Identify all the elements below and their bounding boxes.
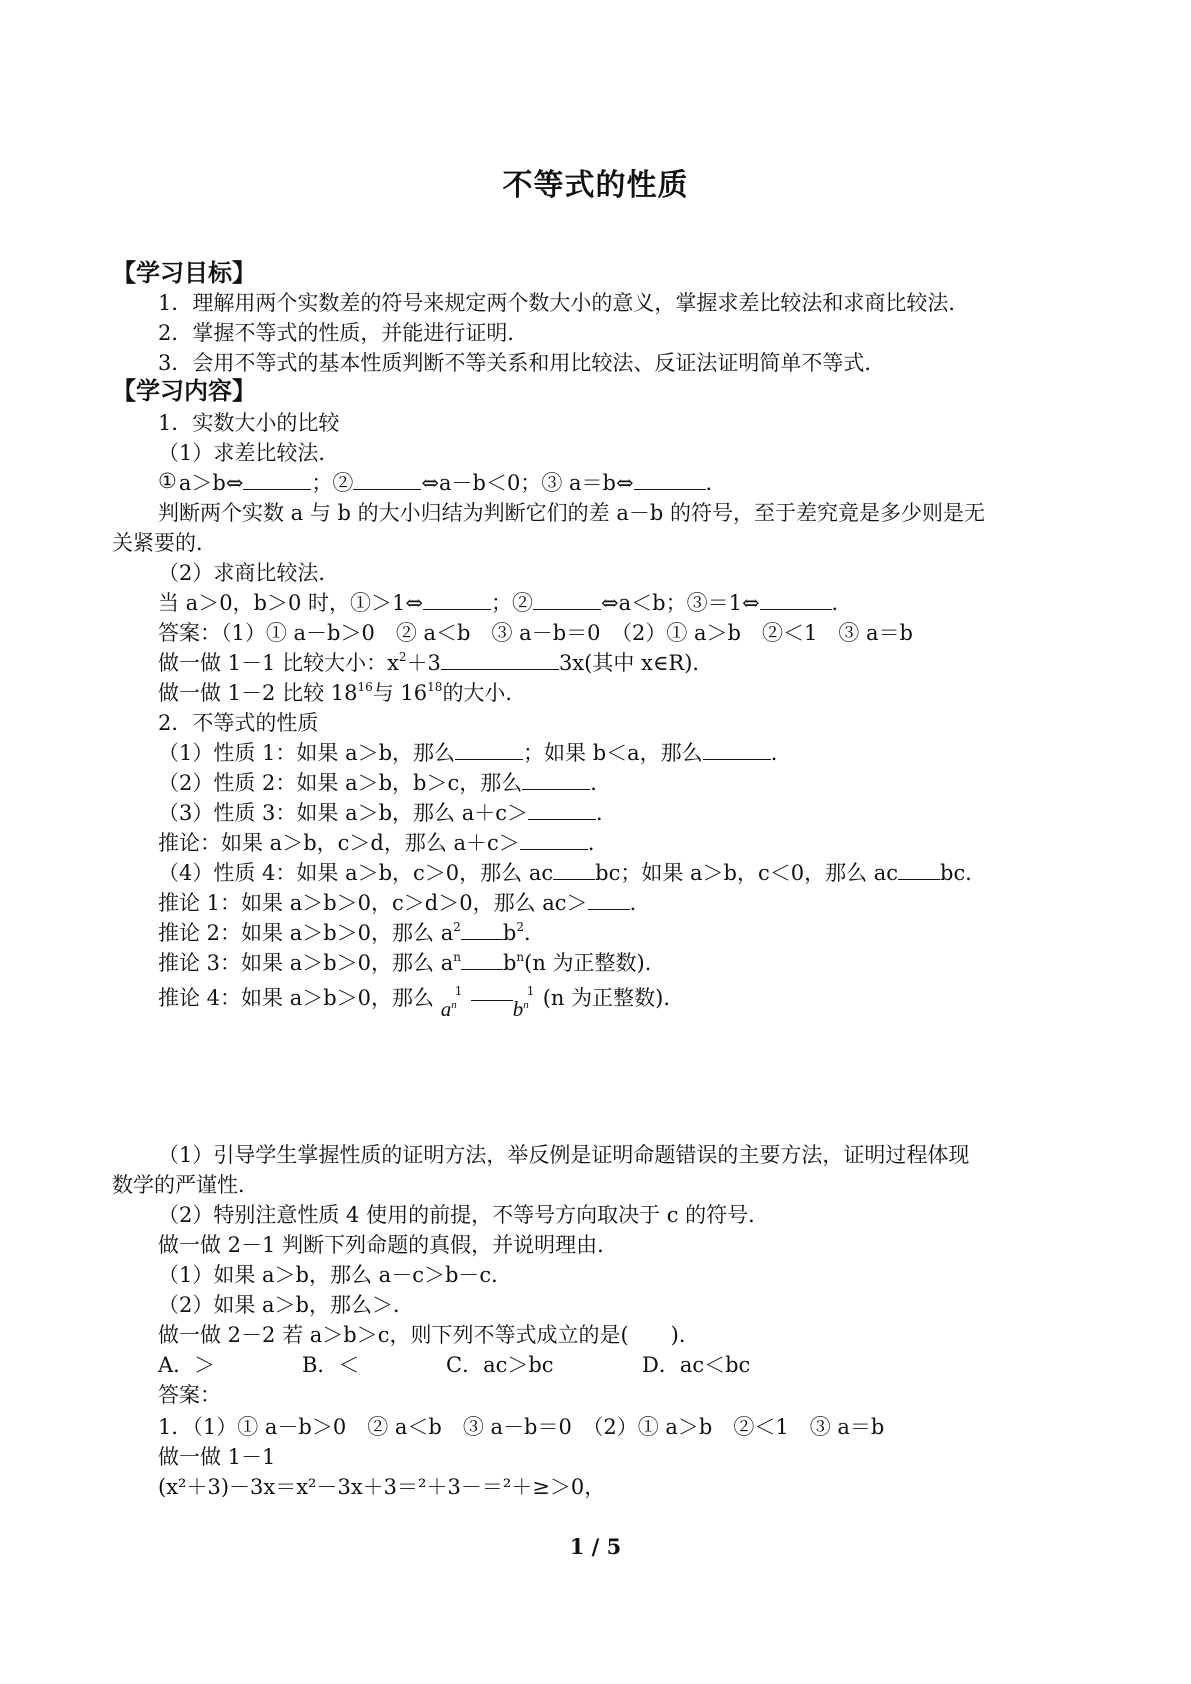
answer-blank: [553, 859, 595, 880]
teaching-note-1-line-1: （1）引导学生掌握性质的证明方法，举反例是证明命题错误的主要方法，证明过程体现: [158, 1143, 970, 1167]
answer-line: 答案：（1）① a－b＞0 ② a＜b ③ a－b＝0 （2）① a＞b ②＜1 ③ a＝b: [158, 621, 913, 645]
objective-item-1: 1．理解用两个实数差的符号来规定两个数大小的意义，掌握求差比较法和求商比较法．: [158, 291, 970, 315]
corollary-3: [158, 948, 666, 978]
answer-blank: [588, 889, 630, 910]
text: ．: [705, 471, 727, 495]
superscript: n: [453, 950, 461, 964]
exercise-1-1: [158, 648, 713, 678]
superscript: n: [523, 999, 529, 1011]
exercise-2-1-item-2: （2）如果 a＞b，那么＞．: [158, 1293, 414, 1317]
denominator: [513, 994, 529, 1024]
answer-blank: [520, 829, 588, 850]
numerator: 1: [454, 984, 463, 998]
text: (n 为正整数)．: [524, 951, 666, 975]
text: (n 为正整数)．: [542, 986, 685, 1010]
denominator: [441, 994, 457, 1024]
superscript: n: [451, 999, 457, 1011]
exercise-2-1: 做一做 2－1 判断下列命题的真假，并说明理由．: [158, 1233, 619, 1257]
exercise-2-1-item-1: （1）如果 a＞b，那么 a－c＞b－c．: [158, 1263, 513, 1287]
text: 3x(其中 x∈R)．: [558, 651, 714, 675]
quotient-method-line: [158, 588, 853, 618]
text: ．: [831, 591, 853, 615]
superscript: 2: [398, 650, 407, 664]
objective-item-3: 3．会用不等式的基本性质判断不等关系和用比较法、反证法证明简单不等式．: [158, 351, 886, 375]
text: 推论：如果 a＞b，c＞d，那么 a＋c＞: [158, 831, 520, 855]
property-2: [158, 768, 611, 798]
text: b: [502, 921, 517, 945]
answers-heading: 答案：: [158, 1383, 221, 1407]
text: 当 a＞0，b＞0 时，: [158, 591, 351, 615]
circled-1: ①: [350, 591, 372, 615]
corollary-1: [158, 888, 651, 918]
text: ．: [770, 741, 792, 765]
text: bc；如果 a＞b，c＜0，那么 ac: [595, 861, 899, 885]
text: ．: [596, 801, 617, 825]
text: ．: [590, 771, 612, 795]
section-1-sub-2: （2）求商比较法．: [158, 561, 340, 585]
circled-2: ②: [332, 471, 354, 495]
text: a＞b⇔: [178, 471, 244, 495]
text: ．: [523, 921, 545, 945]
text: 与 16: [372, 681, 428, 705]
answer-blank: [441, 649, 559, 670]
text: ＋3: [406, 651, 441, 675]
text: ；: [311, 471, 333, 495]
circled-3: ③: [541, 471, 563, 495]
section-2-title: 2．不等式的性质: [158, 711, 319, 735]
text: ＞1⇔: [371, 591, 424, 615]
numerator: 1: [526, 984, 535, 998]
text: b: [502, 951, 517, 975]
property-3: [158, 798, 617, 828]
answer-blank: [461, 919, 503, 940]
objective-item-2: 2．掌握不等式的性质，并能进行证明．: [158, 321, 529, 345]
document-title: 不等式的性质: [502, 168, 689, 203]
text: （4）性质 4：如果 a＞b，c＞0，那么 ac: [158, 861, 554, 885]
answer-blank: [243, 469, 311, 490]
superscript: 2: [453, 920, 461, 934]
property-4: [158, 858, 986, 888]
text: 做一做 1－1 比较大小：x: [158, 651, 399, 675]
text: 推论 4：如果 a＞b＞0，那么: [158, 986, 435, 1010]
text: （1）性质 1：如果 a＞b，那么: [158, 741, 456, 765]
page-number: 1 / 5: [569, 1534, 622, 1559]
fraction-1-over-b-n: [512, 980, 543, 1021]
answer-blank: [898, 859, 940, 880]
text: ⇔a＜b；: [601, 591, 687, 615]
circled-1: ①: [158, 469, 177, 493]
exercise-2-2: 做一做 2－2 若 a＞b＞c，则下列不等式成立的是( )．: [158, 1323, 700, 1347]
text: ．: [629, 891, 651, 915]
difference-method-line: [158, 468, 727, 498]
text: ⇔a－b＜0；: [421, 471, 542, 495]
answer-blank: [634, 469, 706, 490]
choice-d: D．ac＜bc: [642, 1353, 751, 1377]
answer-blank: [760, 589, 832, 610]
answer-blank: [461, 949, 503, 970]
corollary-4: [158, 980, 684, 1030]
section-1-sub-1: （1）求差比较法．: [158, 441, 340, 465]
text: 的大小．: [442, 681, 527, 705]
content-heading: 【学习内容】: [112, 376, 256, 405]
text: （2）性质 2：如果 a＞b，b＞c，那么: [158, 771, 523, 795]
property-3-corollary: [158, 828, 609, 858]
text: a＝b⇔: [562, 471, 634, 495]
text: 推论 3：如果 a＞b＞0，那么 a: [158, 951, 454, 975]
property-1: [158, 738, 792, 768]
answer-blank: [522, 769, 590, 790]
text: ；: [491, 591, 513, 615]
text: （3）性质 3：如果 a＞b，那么 a＋c＞: [158, 801, 528, 825]
corollary-2: [158, 918, 545, 948]
superscript: n: [516, 950, 525, 964]
circled-2: ②: [512, 591, 534, 615]
choice-a: A．＞: [158, 1353, 216, 1377]
text: ．: [587, 831, 609, 855]
answer-blank: [528, 799, 596, 820]
text: ；如果 b＜a，那么: [523, 741, 703, 765]
teaching-note-1-line-2: 数学的严谨性．: [112, 1173, 259, 1197]
answer-calculation: (x²＋3)－3x＝x²－3x＋3＝²＋3－＝²＋≥＞0，: [158, 1475, 606, 1499]
text: a: [440, 997, 452, 1021]
answer-exercise-1-1: 做一做 1－1: [158, 1445, 276, 1469]
note-line-2: 关紧要的．: [112, 531, 217, 555]
circled-3: ③: [686, 591, 708, 615]
teaching-note-2: （2）特别注意性质 4 使用的前提，不等号方向取决于 c 的符号．: [158, 1203, 770, 1227]
superscript: 16: [357, 680, 373, 694]
answer-blank: [455, 739, 523, 760]
choice-b: B．＜: [302, 1353, 360, 1377]
answer-blank: [353, 469, 421, 490]
text: bc．: [940, 861, 987, 885]
superscript: 18: [427, 680, 443, 694]
choice-c: C．ac＞bc: [446, 1353, 554, 1377]
objectives-heading: 【学习目标】: [112, 258, 256, 287]
exercise-1-2: [158, 678, 526, 708]
section-1-title: 1．实数大小的比较: [158, 411, 340, 435]
superscript: 2: [516, 920, 524, 934]
text: 推论 2：如果 a＞b＞0，那么 a: [158, 921, 454, 945]
fraction-1-over-a-n: [440, 980, 471, 1021]
text: 推论 1：如果 a＞b＞0，c＞d＞0，那么 ac＞: [158, 891, 588, 915]
text: 做一做 1－2 比较 18: [158, 681, 358, 705]
text: b: [512, 997, 524, 1021]
answer-blank: [423, 589, 491, 610]
answer-blank: [703, 739, 771, 760]
text: ＝1⇔: [707, 591, 760, 615]
note-line-1: 判断两个实数 a 与 b 的大小归结为判断它们的差 a－b 的符号，至于差究竟是多少则是无: [158, 501, 985, 525]
answer-blank: [471, 980, 513, 1001]
answer-1: 1．（1）① a－b＞0 ② a＜b ③ a－b＝0 （2）① a＞b ②＜1 ③ a＝b: [158, 1415, 885, 1439]
answer-blank: [533, 589, 601, 610]
